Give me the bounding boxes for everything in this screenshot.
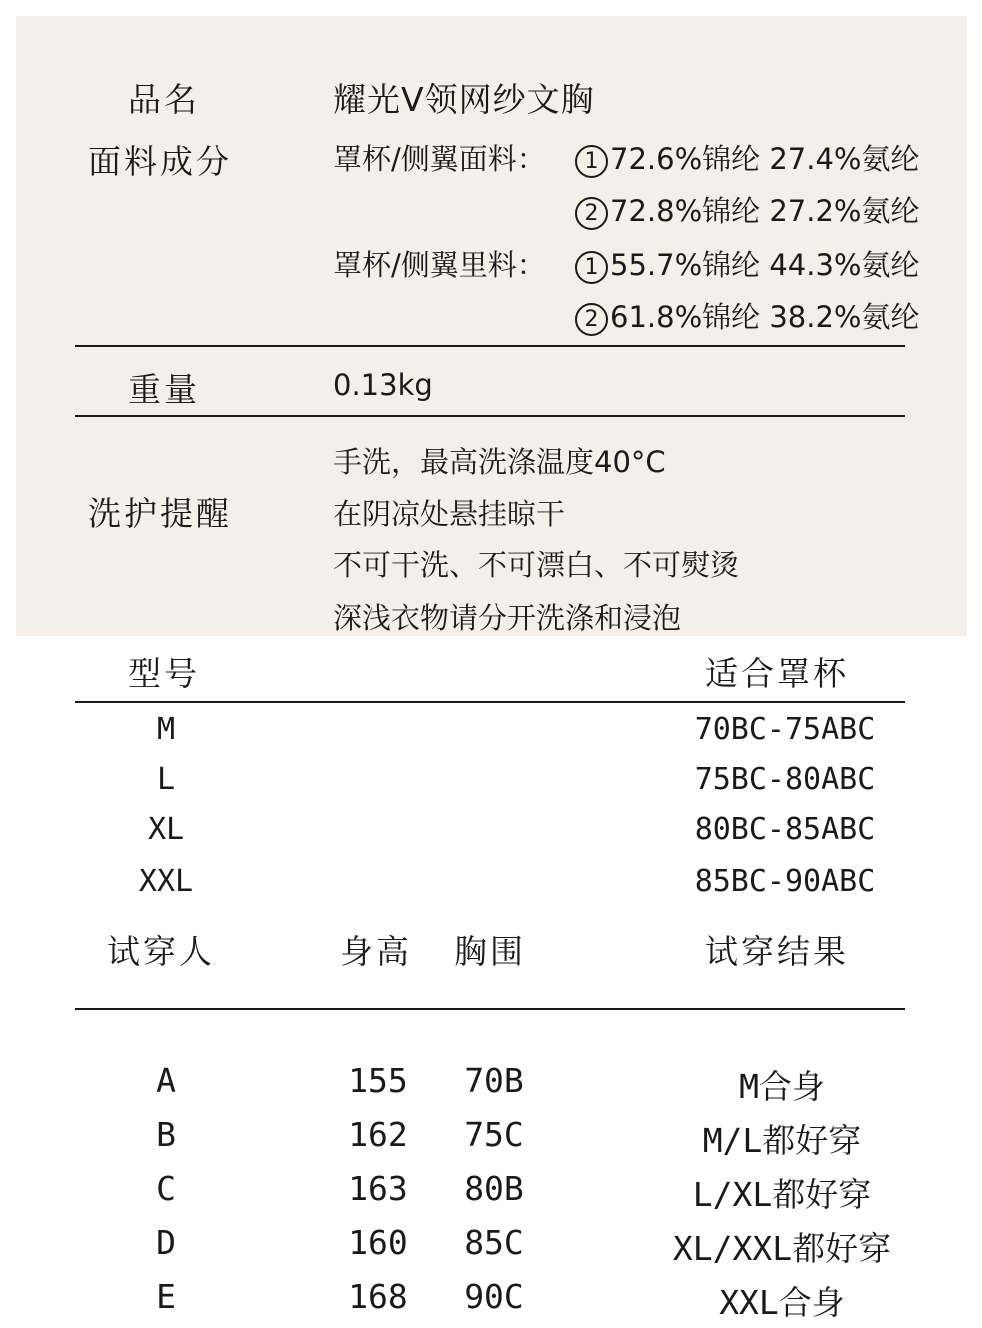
trial-result: M合身: [739, 1067, 825, 1106]
circled-number: 1: [575, 251, 608, 284]
bust-header: 胸围: [454, 932, 526, 971]
trial-bust: 80B: [464, 1169, 524, 1208]
care-label: 洗护提醒: [88, 494, 232, 533]
trial-result: L/XL都好穿: [692, 1175, 872, 1214]
circled-number: 2: [575, 303, 608, 336]
size-header: 型号: [128, 654, 200, 693]
size-value: L: [156, 762, 176, 797]
fabric-line: [575, 137, 919, 178]
trial-result: XL/XXL都好穿: [672, 1229, 892, 1268]
trial-person: A: [156, 1061, 176, 1100]
cup-value: 70BC-75ABC: [694, 712, 876, 747]
trial-bust: 75C: [464, 1115, 524, 1154]
care-item: 手洗，最高洗涤温度40°C: [333, 445, 666, 479]
care-item: 不可干洗、不可漂白、不可熨烫: [333, 548, 740, 582]
circled-number: 2: [575, 197, 608, 230]
trial-person: B: [156, 1115, 176, 1154]
fabric-line: [575, 295, 919, 336]
divider: [75, 415, 905, 417]
weight-value: 0.13kg: [333, 368, 433, 402]
care-item: 深浅衣物请分开洗涤和浸泡: [333, 601, 682, 635]
trial-bust: 90C: [464, 1277, 524, 1316]
trial-height: 163: [348, 1169, 408, 1208]
trial-height: 168: [348, 1277, 408, 1316]
person-header: 试穿人: [107, 932, 215, 971]
size-value: XXL: [138, 864, 194, 899]
fabric-line: [575, 243, 919, 284]
trial-bust: 70B: [464, 1061, 524, 1100]
fabric-line: [575, 189, 919, 230]
size-value: M: [156, 712, 176, 747]
cup-value: 75BC-80ABC: [694, 762, 876, 797]
trial-result: M/L都好穿: [702, 1121, 862, 1160]
cup-value: 80BC-85ABC: [694, 812, 876, 847]
fabric-composition: 61.8%锦纶 38.2%氨纶: [610, 300, 920, 334]
trial-person: E: [156, 1277, 176, 1316]
height-header: 身高: [340, 932, 412, 971]
fabric-composition: 72.8%锦纶 27.2%氨纶: [610, 194, 920, 228]
trial-height: 155: [348, 1061, 408, 1100]
divider: [75, 701, 905, 703]
divider: [75, 345, 905, 347]
trial-bust: 85C: [464, 1223, 524, 1262]
name-label: 品名: [128, 80, 200, 119]
weight-label: 重量: [128, 370, 200, 409]
trial-result: XXL合身: [719, 1283, 845, 1322]
trial-person: D: [156, 1223, 176, 1262]
result-header: 试穿结果: [705, 932, 849, 971]
fabric-label: 面料成分: [88, 142, 232, 181]
size-value: XL: [147, 812, 185, 847]
trial-height: 160: [348, 1223, 408, 1262]
cup-value: 85BC-90ABC: [694, 864, 876, 899]
name-value: 耀光V领网纱文胸: [333, 80, 595, 119]
cup-header: 适合罩杯: [705, 654, 849, 693]
fabric-part: 罩杯/侧翼面料：: [333, 142, 546, 176]
fabric-composition: 55.7%锦纶 44.3%氨纶: [610, 248, 920, 282]
trial-height: 162: [348, 1115, 408, 1154]
fabric-part: 罩杯/侧翼里料：: [333, 248, 546, 282]
trial-person: C: [156, 1169, 176, 1208]
care-item: 在阴凉处悬挂晾干: [333, 497, 566, 531]
divider: [75, 1008, 905, 1010]
fabric-composition: 72.6%锦纶 27.4%氨纶: [610, 142, 920, 176]
circled-number: 1: [575, 145, 608, 178]
